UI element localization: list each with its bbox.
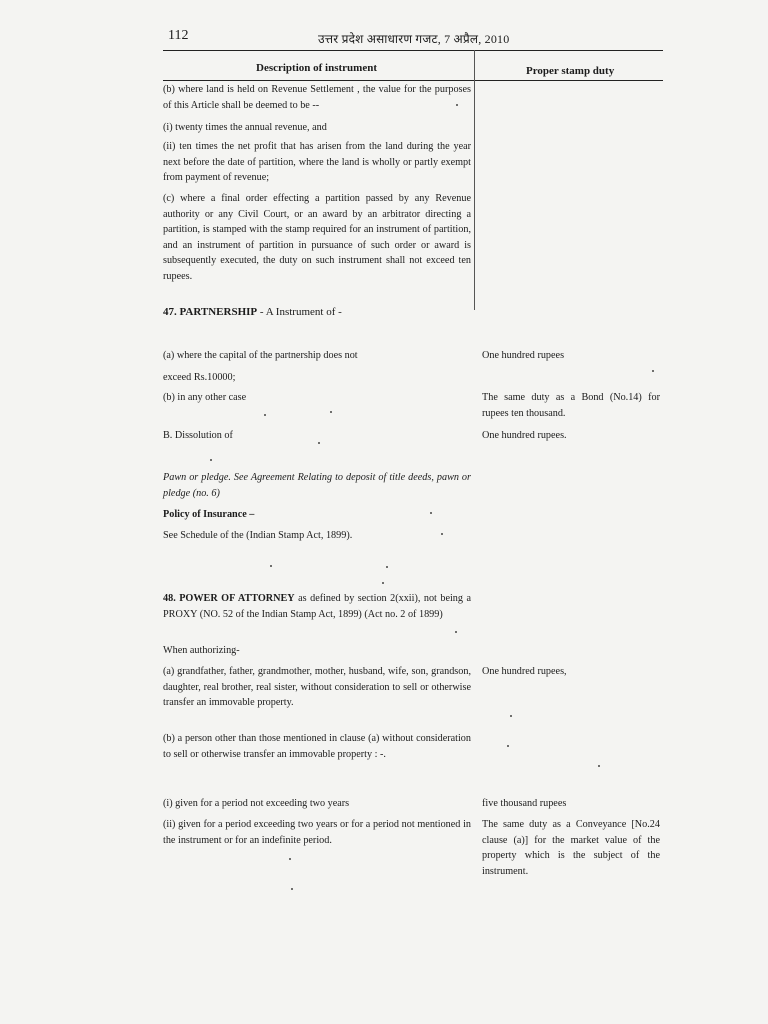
scan-speck xyxy=(330,411,332,413)
scan-speck xyxy=(270,565,272,567)
article-47-subtitle: - A Instrument of - xyxy=(257,306,342,318)
policy-see-schedule: See Schedule of the (Indian Stamp Act, 1899). xyxy=(163,530,353,541)
article-47-heading xyxy=(163,305,471,321)
clause-a-capital-line-2: exceed Rs.10000; xyxy=(163,372,236,383)
top-rule xyxy=(163,50,663,51)
duty-a-capital: One hundred rupees xyxy=(482,350,565,361)
clause-i-two-years: (i) given for a period not exceeding two years xyxy=(163,798,350,809)
scan-speck xyxy=(289,858,291,860)
scan-speck xyxy=(318,442,320,444)
policy-of-insurance-heading: Policy of Insurance – xyxy=(163,509,255,520)
page-number: 112 xyxy=(168,28,189,43)
article-48-heading xyxy=(163,591,471,622)
pawn-or-pledge: Pawn or pledge. See Agreement Relating to deposit of title deeds, pawn or pledge (no. 6) xyxy=(163,472,471,499)
article-48-title: 48. POWER OF ATTORNEY xyxy=(163,593,295,604)
clause-a-capital-line-1: (a) where the capital of the partnership does not xyxy=(163,350,358,361)
duty-b-other-case: The same duty as a Bond (No.14) for rupees ten thousand. xyxy=(482,392,660,419)
gazette-header: उत्तर प्रदेश असाधारण गजट, 7 अप्रैल, 2010 xyxy=(318,32,510,46)
scan-speck xyxy=(652,370,654,372)
when-authorizing: When authorizing- xyxy=(163,645,240,656)
scan-speck xyxy=(441,533,443,535)
scan-speck xyxy=(386,566,388,568)
article-48-subtitle: as defined by section 2(xxii), not being a PROXY (NO. 52 of the Indian Stamp Act, 1899) (Act no. 2 of 1899) xyxy=(163,593,471,620)
clause-ii-exceeding-two-years: (ii) given for a period exceeding two years or for a period not mentioned in the instrument or for an indefinite period. xyxy=(163,819,471,846)
clause-b-other-person: (b) a person other than those mentioned in clause (a) without consideration to sell or otherwise transfer an immovable property : -. xyxy=(163,733,471,760)
clause-b-other-case: (b) in any other case xyxy=(163,392,247,403)
column-divider xyxy=(474,50,475,310)
clause-ii-ten-times: (ii) ten times the net profit that has arisen from the land during the year next before the date of partition, where the land is wholly or partly exempt from payment of revenue; xyxy=(163,141,471,184)
column-header-description: Description of instrument xyxy=(256,62,377,74)
scan-speck xyxy=(291,888,293,890)
duty-a-relatives: One hundred rupees, xyxy=(482,666,567,677)
clause-i-twenty-times: (i) twenty times the annual revenue, and xyxy=(163,122,327,133)
duty-dissolution: One hundred rupees. xyxy=(482,430,567,441)
scan-speck xyxy=(455,631,457,633)
clause-c-final-order: (c) where a final order effecting a partition passed by any Revenue authority or any Civil Court, or an award by an arbitrator directing a partition, is stamped with the stamp required for an instrument of partition, and an instrument of partition in pursuance of such order or award is subsequently executed, the duty on such instrument shall not exceed ten rupees. xyxy=(163,193,471,282)
scan-speck xyxy=(430,512,432,514)
clause-b-land: (b) where land is held on Revenue Settlement , the value for the purposes of this Article shall be deemed to be -- xyxy=(163,84,471,111)
duty-i-two-years: five thousand rupees xyxy=(482,798,567,809)
scan-speck xyxy=(510,715,512,717)
clause-a-relatives: (a) grandfather, father, grandmother, mother, husband, wife, son, grandson, daughter, real brother, real sister, without consideration to sell or otherwise transfer an immovable property. xyxy=(163,666,471,709)
article-47-title: 47. PARTNERSHIP xyxy=(163,306,258,318)
scan-speck xyxy=(598,765,600,767)
scan-speck xyxy=(382,582,384,584)
scan-speck xyxy=(456,104,458,106)
duty-ii-conveyance: The same duty as a Conveyance [No.24 clause (a)] for the market value of the property which is the subject of the instrument. xyxy=(482,819,660,877)
scan-speck xyxy=(507,745,509,747)
scan-speck xyxy=(210,459,212,461)
column-header-stamp-duty: Proper stamp duty xyxy=(526,65,615,77)
header-rule xyxy=(163,80,663,81)
dissolution-of: B. Dissolution of xyxy=(163,430,233,441)
scan-speck xyxy=(264,414,266,416)
